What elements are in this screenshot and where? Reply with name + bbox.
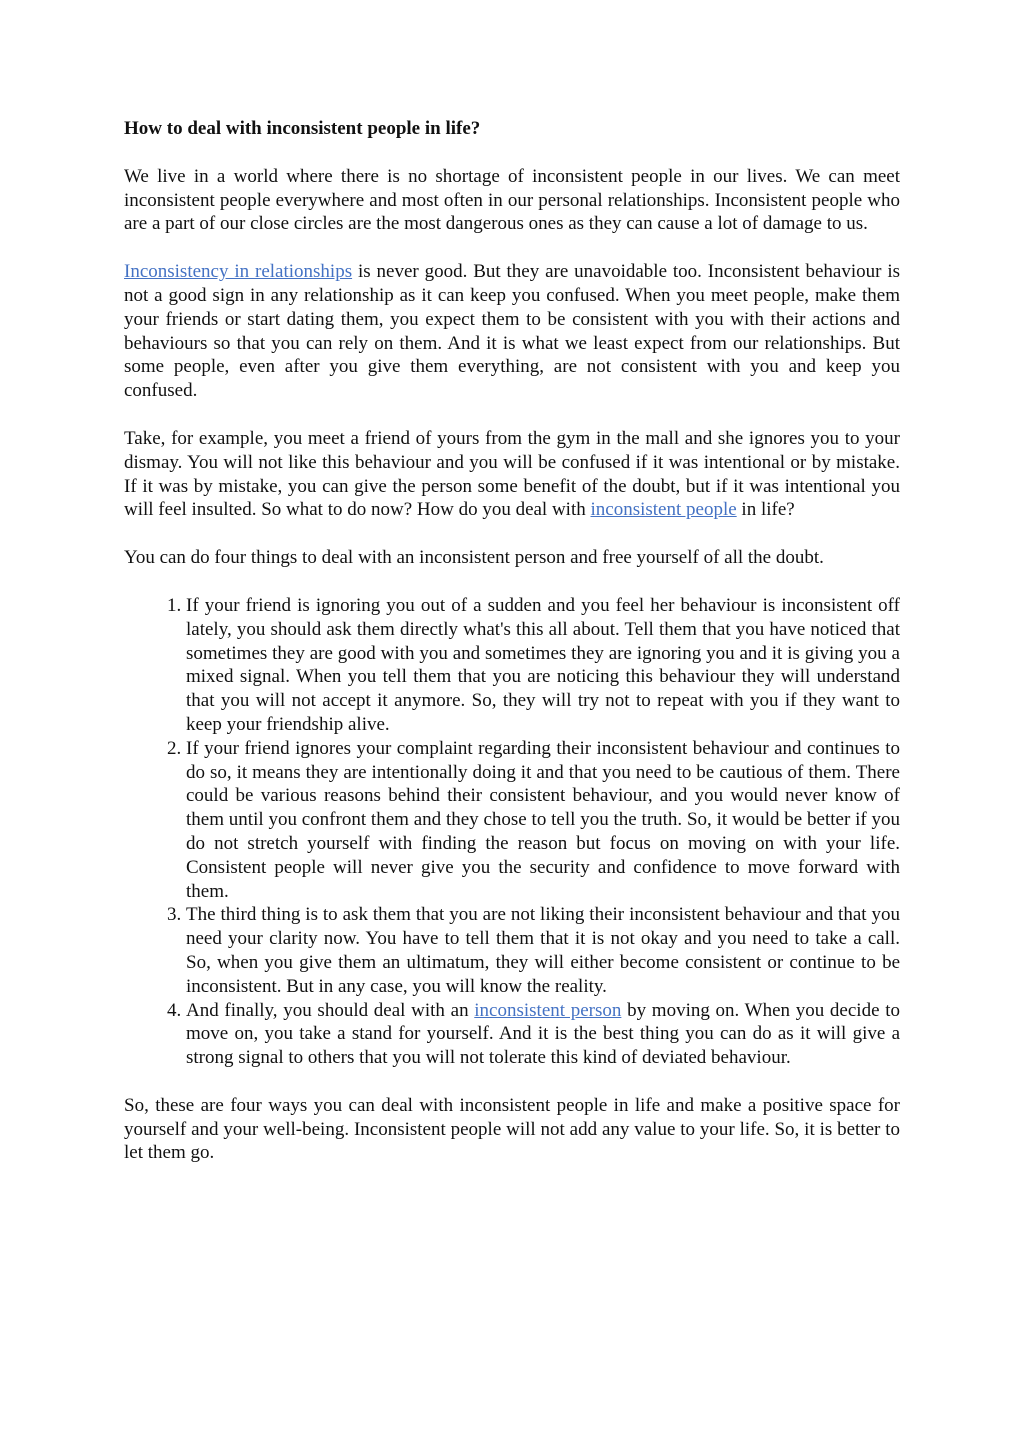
list-item: 3. The third thing is to ask them that you are not liking their inconsistent behaviour and that you need your clarity now. You have to tell them that it is not okay and you need to take a call. So, when you give them an ultimatum, they will either become consistent or continue to be inconsistent. But in any case, you will know the reality. [186,903,900,998]
paragraph-example-end: in life? [736,499,795,521]
paragraph-example [124,427,900,522]
paragraph-intro: We live in a world where there is no shortage of inconsistent people in our lives. We can meet inconsistent people everywhere and most often in our personal relationships. Inconsistent people who are a part of our close circles are the most dangerous ones as they can cause a lot of damage to us. [124,165,900,235]
list-item: 1. If your friend is ignoring you out of a sudden and you feel her behaviour is inconsistent off lately, you should ask them directly what's this all about. Tell them that you have noticed that sometimes they are good with you and sometimes they are ignoring you and it is giving you a mixed signal. When you tell them that you are noticing this behaviour they will understand that you will not accept it anymore. So, they will try not to repeat with you if they want to keep your friendship alive. [186,594,900,737]
ways-list [124,594,900,1070]
list-item-4-end: by moving on. When you decide to move on, you take a stand for yourself. And it is the best thing you can do as it will give a strong signal to others that you will not tolerate this kind of deviated behaviour. [186,999,900,1069]
document-page [124,117,900,1189]
paragraph-example-text: Take, for example, you meet a friend of yours from the gym in the mall and she ignores you to your dismay. You will not like this behaviour and you will be confused if it was intentional or by mistake. If it was by mistake, you can give the person some benefit of the doubt, but if it was intentional you will feel insulted. So what to do now? How do you deal with [124,427,900,521]
inconsistent-people-link[interactable]: inconsistent people [590,499,737,521]
paragraph-four-things: You can do four things to deal with an inconsistent person and free yourself of all the doubt. [124,547,824,569]
list-item [186,999,900,1070]
paragraph-conclusion: So, these are four ways you can deal with inconsistent people in life and make a positive space for yourself and your well-being. Inconsistent people will not add any value to your life. So, it is better to let them go. [124,1094,900,1164]
paragraph-relationships [124,260,900,403]
inconsistent-person-link[interactable]: inconsistent person [474,999,622,1021]
document-title: How to deal with inconsistent people in life? [124,118,481,139]
list-item-4-text: And finally, you should deal with an [186,999,475,1021]
inconsistency-in-relationships-link[interactable]: Inconsistency in relationships [124,261,353,283]
paragraph-relationships-text: is never good. But they are unavoidable too. Inconsistent behaviour is not a good sign in any relationship as it can keep you confused. When you meet people, make them your friends or start dating them, you expect them to be consistent with you with their actions and behaviours so that you can rely on them. And it is what we least expect from our relationships. But some people, even after you give them everything, are not consistent with you and keep you confused. [124,261,900,402]
list-item: 2. If your friend ignores your complaint regarding their inconsistent behaviour and continues to do so, it means they are intentionally doing it and that you need to be cautious of them. There could be various reasons behind their consistent behaviour, and you would never know of them until you confront them and they chose to tell you the truth. So, it would be better if you do not stretch yourself with finding the reason but focus on moving on with your life. Consistent people will never give you the security and confidence to move forward with them. [186,737,900,904]
